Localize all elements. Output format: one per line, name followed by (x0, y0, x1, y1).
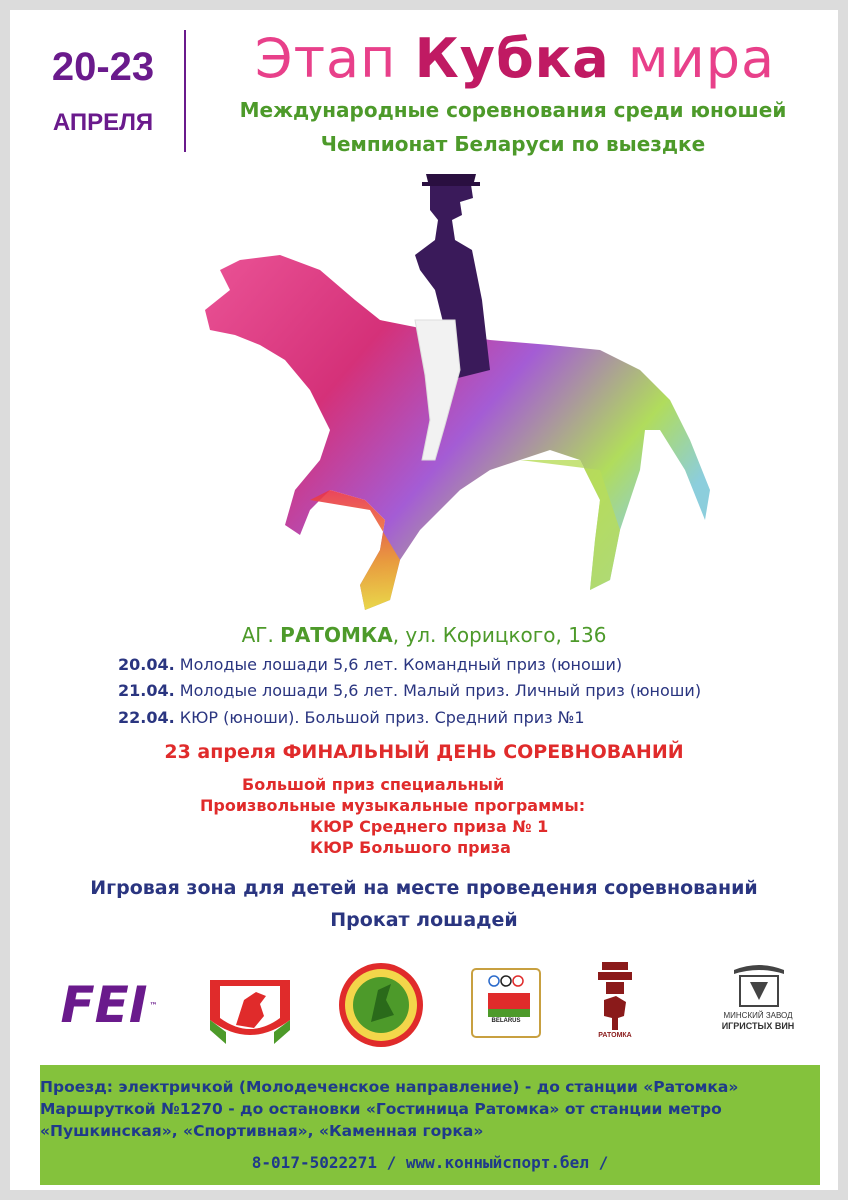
fei-logo (34, 960, 184, 1050)
winery-logo (728, 960, 790, 1010)
subtitle-championship: Чемпионат Беларуси по выездке (320, 132, 706, 156)
belarus-label: BELARUS (491, 1018, 521, 1024)
event-dates (28, 44, 178, 138)
schedule-text: Молодые лошади 5,6 лет. Малый приз. Личный приз (юноши) (174, 681, 702, 700)
fei-logo-text: FEI (60, 976, 148, 1034)
winery-line-2: ИГРИСТЫХ ВИН (721, 1021, 795, 1031)
horse-rider-illustration (190, 170, 730, 620)
horse-rental-note: Прокат лошадей (330, 909, 518, 931)
venue-street: , ул. Корицкого, 136 (392, 623, 607, 647)
kids-zone-note: Игровая зона для детей на месте проведения соревнований (90, 877, 758, 899)
schedule-date: 21.04. (118, 681, 175, 700)
page-title (205, 28, 825, 90)
poster (10, 10, 838, 1190)
title-part-2: Кубка (414, 27, 610, 90)
fei-tm: ™ (149, 1000, 158, 1010)
schedule-text: КЮР (юноши). Большой приз. Средний приз №1 (174, 708, 585, 727)
title-part-1: Этап (254, 27, 397, 90)
directions-line: Проезд: электричкой (Молодеченское направление) - до станции «Ратомка» (40, 1078, 739, 1096)
venue-prefix: АГ. (241, 623, 274, 647)
schedule-item (118, 654, 622, 676)
schedule-item (118, 707, 585, 729)
final-program-line: КЮР Среднего приза № 1 (310, 817, 549, 836)
date-range: 20-23 (51, 45, 155, 89)
header-divider (184, 30, 186, 152)
sport-club-emblem (336, 960, 426, 1050)
directions-line: Маршруткой №1270 - до остановки «Гостиница Ратомка» от станции метро (40, 1100, 722, 1118)
ratomka-logo (588, 960, 642, 1034)
schedule-date: 22.04. (118, 708, 175, 727)
equestrian-federation-logo (206, 970, 294, 1050)
venue-address (10, 620, 838, 650)
date-month: АПРЕЛЯ (52, 109, 154, 136)
ratomka-label: РАТОМКА (598, 1032, 632, 1039)
directions-line: «Пушкинская», «Спортивная», «Каменная горка» (40, 1122, 484, 1140)
final-program-line: КЮР Большого приза (310, 838, 511, 857)
final-day-heading: 23 апреля ФИНАЛЬНЫЙ ДЕНЬ СОРЕВНОВАНИЙ (164, 741, 684, 763)
subtitle-international: Международные соревнования среди юношей (239, 98, 787, 122)
winery-label (698, 1010, 818, 1032)
schedule-item (118, 680, 701, 702)
schedule-text: Молодые лошади 5,6 лет. Командный приз (юноши) (174, 655, 623, 674)
schedule-date: 20.04. (118, 655, 175, 674)
olympic-committee-logo (466, 965, 546, 1045)
contact-line[interactable]: 8-017-5022271 / www.конныйспорт.бел / (251, 1153, 609, 1172)
title-part-3: мира (627, 27, 776, 90)
venue-name: РАТОМКА (280, 623, 393, 647)
final-program-line: Произвольные музыкальные программы: (200, 796, 586, 815)
winery-line-1: МИНСКИЙ ЗАВОД (723, 1011, 793, 1020)
final-program-line: Большой приз специальный (242, 775, 505, 794)
